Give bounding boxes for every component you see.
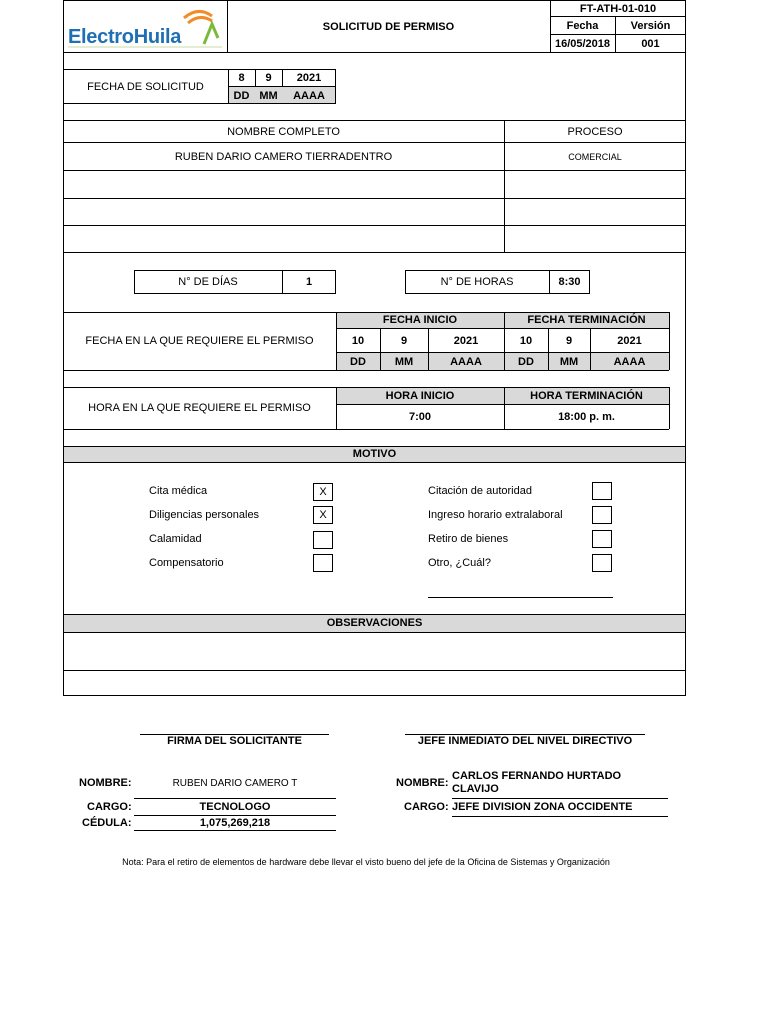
field-line xyxy=(134,830,336,831)
fecha-value: 16/05/2018 xyxy=(554,37,611,50)
section-rule xyxy=(63,462,686,463)
solicitud-dd: 8 xyxy=(238,71,245,84)
fecha-inicio-mm-label: MM xyxy=(394,355,414,368)
company-logo xyxy=(66,4,224,48)
fecha-fin-header: FECHA TERMINACIÓN xyxy=(527,314,646,326)
proceso-header: PROCESO xyxy=(567,125,623,138)
section-divider xyxy=(669,312,670,370)
fecha-inicio-dd-label: DD xyxy=(350,355,366,368)
calamidad-checkbox[interactable] xyxy=(313,531,333,549)
solicitud-mm-label: MM xyxy=(259,89,278,102)
section-rule xyxy=(63,370,669,371)
motivo-diligencias: Diligencias personales xyxy=(149,509,260,521)
fecha-label: Fecha xyxy=(566,19,599,32)
horas-value: 8:30 xyxy=(558,276,581,288)
hora-inicio-value: 7:00 xyxy=(408,411,432,423)
nombre-header: NOMBRE COMPLETO xyxy=(227,125,340,138)
dias-value: 1 xyxy=(305,276,313,288)
version-label: Versión xyxy=(630,19,671,32)
solicitante-nombre-label: NOMBRE: xyxy=(79,777,132,789)
observaciones-field[interactable] xyxy=(64,633,685,670)
solicitante-cargo-label: CARGO: xyxy=(87,801,132,813)
retiro-bienes-checkbox[interactable] xyxy=(592,530,612,548)
form-code: FT-ATH-01-010 xyxy=(579,2,657,15)
otro-checkbox[interactable] xyxy=(592,554,612,572)
field-line xyxy=(134,798,336,799)
diligencias-checkbox[interactable]: X xyxy=(313,506,333,524)
fecha-inicio-mm: 9 xyxy=(400,334,408,347)
fecha-fin-dd-label: DD xyxy=(518,355,534,368)
table-rule xyxy=(63,170,686,171)
motivo-header: MOTIVO xyxy=(352,448,397,460)
otro-cual-line[interactable] xyxy=(428,597,613,598)
firma-solicitante-title: FIRMA DEL SOLICITANTE xyxy=(167,735,302,747)
hora-fin-header: HORA TERMINACIÓN xyxy=(530,389,643,402)
field-line xyxy=(452,798,668,799)
solicitante-cargo-value: TECNOLOGO xyxy=(199,801,271,813)
fecha-fin-aaaa-label: AAAA xyxy=(613,355,646,368)
citacion-checkbox[interactable] xyxy=(592,482,612,500)
horas-requeridas-label: HORA EN LA QUE REQUIERE EL PERMISO xyxy=(88,402,311,414)
jefe-cargo-value: JEFE DIVISION ZONA OCCIDENTE xyxy=(452,801,633,813)
proceso-value: COMERCIAL xyxy=(568,151,622,162)
field-line xyxy=(452,816,668,817)
nota-text: Nota: Para el retiro de elementos de hardware debe llevar el visto bueno del jefe de la Oficina de Sistemas y Organización xyxy=(122,857,610,867)
solicitante-cedula-label: CÉDULA: xyxy=(82,817,132,829)
fecha-inicio-aaaa: 2021 xyxy=(453,334,479,347)
fecha-inicio-header: FECHA INICIO xyxy=(382,314,458,326)
fecha-fin-dd: 10 xyxy=(519,334,533,347)
form-title: SOLICITUD DE PERMISO xyxy=(322,20,455,33)
dias-label: N° DE DÍAS xyxy=(178,276,238,288)
table-rule xyxy=(63,225,686,226)
fechas-label: FECHA EN LA QUE REQUIERE EL PERMISO xyxy=(85,335,314,347)
motivo-otro: Otro, ¿Cuál? xyxy=(428,557,491,569)
compensatorio-checkbox[interactable] xyxy=(313,554,333,572)
solicitud-aaaa: 2021 xyxy=(296,71,322,84)
ingreso-horario-checkbox[interactable] xyxy=(592,506,612,524)
section-rule xyxy=(63,429,669,430)
motivo-ingreso-horario: Ingreso horario extralaboral xyxy=(428,509,563,521)
motivo-compensatorio: Compensatorio xyxy=(149,557,224,569)
jefe-cargo-label: CARGO: xyxy=(404,801,449,813)
motivo-cita-medica: Cita médica xyxy=(149,485,208,497)
nombre-value: RUBEN DARIO CAMERO TIERRADENTRO xyxy=(174,150,393,163)
section-divider xyxy=(669,387,670,429)
motivo-citacion: Citación de autoridad xyxy=(428,485,532,497)
jefe-inmediato-title: JEFE INMEDIATO DEL NIVEL DIRECTIVO xyxy=(417,735,633,747)
solicitud-mm: 9 xyxy=(265,71,272,84)
observaciones-header: OBSERVACIONES xyxy=(326,617,423,629)
fecha-inicio-dd: 10 xyxy=(351,334,365,347)
version-value: 001 xyxy=(641,37,660,50)
horas-label: N° DE HORAS xyxy=(440,276,514,288)
fecha-inicio-aaaa-label: AAAA xyxy=(450,355,482,368)
solicitud-dd-label: DD xyxy=(233,89,250,102)
jefe-nombre-label: NOMBRE: xyxy=(396,777,449,789)
motivo-calamidad: Calamidad xyxy=(149,533,202,545)
observaciones-field-2[interactable] xyxy=(64,671,685,695)
solicitante-cedula-value: 1,075,269,218 xyxy=(199,817,271,829)
jefe-nombre-value: CARLOS FERNANDO HURTADO CLAVIJO xyxy=(452,770,622,795)
motivo-retiro-bienes: Retiro de bienes xyxy=(428,533,509,545)
fecha-fin-mm: 9 xyxy=(565,334,573,347)
table-rule xyxy=(63,198,686,199)
logo-text: ElectroHuila xyxy=(68,26,182,48)
solicitud-label: FECHA DE SOLICITUD xyxy=(87,80,204,93)
table-rule xyxy=(63,252,686,253)
hora-inicio-header: HORA INICIO xyxy=(385,389,455,402)
cita-medica-checkbox[interactable]: X xyxy=(313,483,333,501)
solicitante-nombre-value: RUBEN DARIO CAMERO T xyxy=(172,777,298,789)
fecha-fin-aaaa: 2021 xyxy=(617,334,642,347)
fecha-fin-mm-label: MM xyxy=(559,355,579,368)
hora-fin-value: 18:00 p. m. xyxy=(558,411,615,423)
solicitud-aaaa-label: AAAA xyxy=(293,89,325,102)
